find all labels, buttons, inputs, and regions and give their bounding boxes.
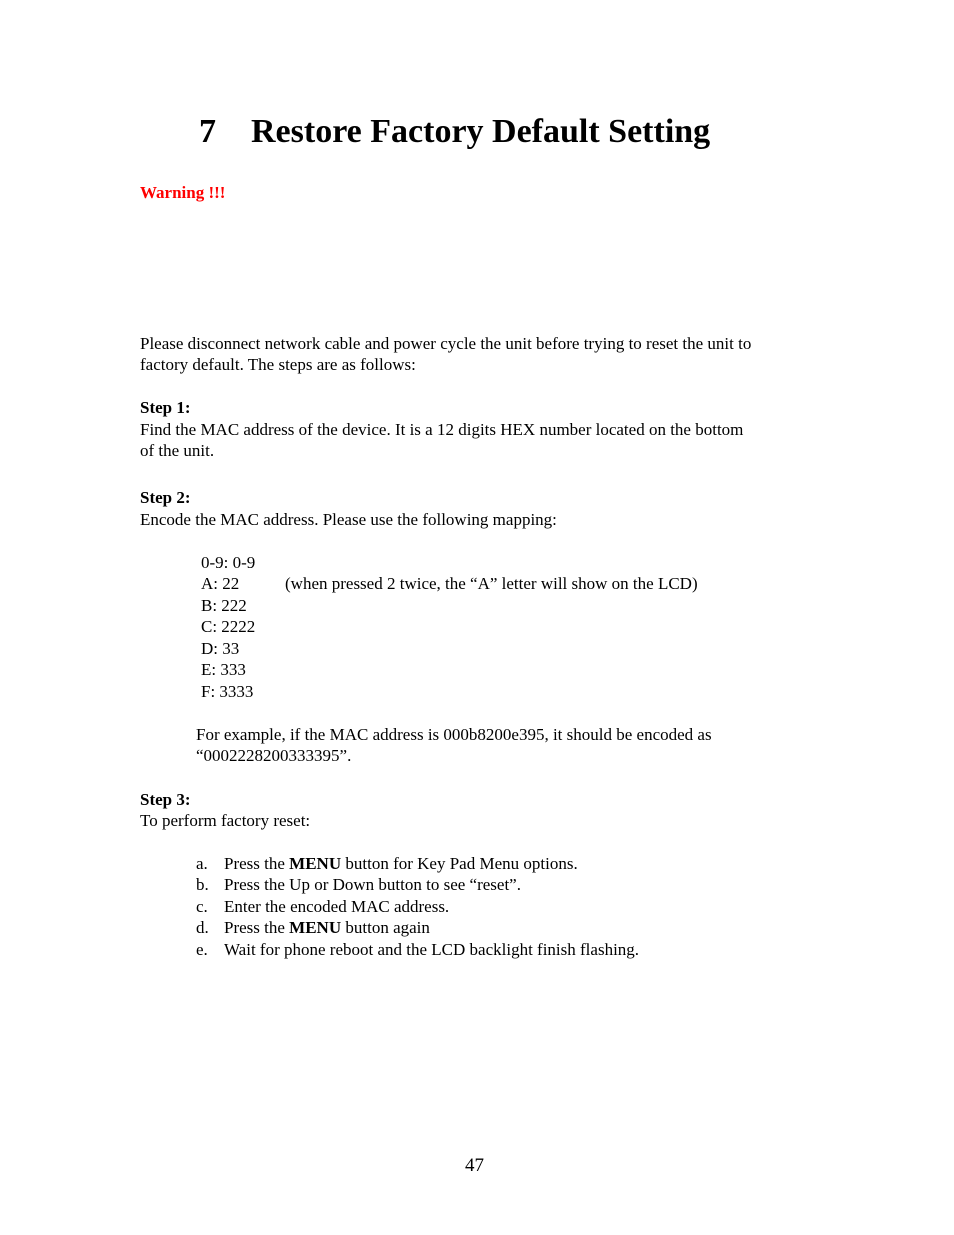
section-number: 7 (199, 113, 216, 150)
mapping-item: A: 22 (201, 574, 240, 593)
intro-line-2: factory default. The steps are as follows: (140, 355, 416, 374)
step1-line-1: Find the MAC address of the device. It is a 12 digits HEX number located on the bottom (140, 420, 744, 439)
list-item: b. Press the Up or Down button to see “reset”. (196, 875, 521, 894)
list-marker: b. (196, 875, 209, 894)
list-marker: e. (196, 940, 208, 959)
step3-label: Step 3: (140, 790, 191, 809)
mapping-item: B: 222 (201, 596, 247, 615)
list-marker: a. (196, 854, 208, 873)
mapping-item: E: 333 (201, 660, 246, 679)
warning-label: Warning !!! (140, 183, 226, 202)
intro-line-1: Please disconnect network cable and power cycle the unit before trying to reset the unit to (140, 334, 752, 353)
example-line-1: For example, if the MAC address is 000b8200e395, it should be encoded as (196, 725, 712, 744)
list-item: c. Enter the encoded MAC address. (196, 897, 450, 916)
section-title: Restore Factory Default Setting (251, 113, 711, 150)
mapping-item: F: 3333 (201, 682, 254, 701)
step1-label: Step 1: (140, 398, 191, 417)
menu-keyword: MENU (289, 918, 342, 937)
example-line-2: “0002228200333395”. (196, 746, 352, 765)
mapping-note: (when pressed 2 twice, the “A” letter will show on the LCD) (285, 574, 698, 593)
section-heading (199, 113, 710, 151)
step1-line-2: of the unit. (140, 441, 215, 460)
page-number: 47 (465, 1155, 484, 1176)
list-item: d. Press the MENU button again (196, 918, 430, 937)
menu-keyword: MENU (289, 854, 342, 873)
step2-text: Encode the MAC address. Please use the following mapping: (140, 510, 557, 529)
step2-label: Step 2: (140, 488, 191, 507)
step3-text: To perform factory reset: (140, 811, 311, 830)
list-item: e. Wait for phone reboot and the LCD backlight finish flashing. (196, 940, 640, 959)
list-marker: c. (196, 897, 208, 916)
mapping-item: C: 2222 (201, 617, 256, 636)
list-item: a. Press the MENU button for Key Pad Menu options. (196, 854, 578, 873)
mapping-item: D: 33 (201, 639, 240, 658)
list-marker: d. (196, 918, 209, 937)
mapping-item: 0-9: 0-9 (201, 553, 256, 572)
